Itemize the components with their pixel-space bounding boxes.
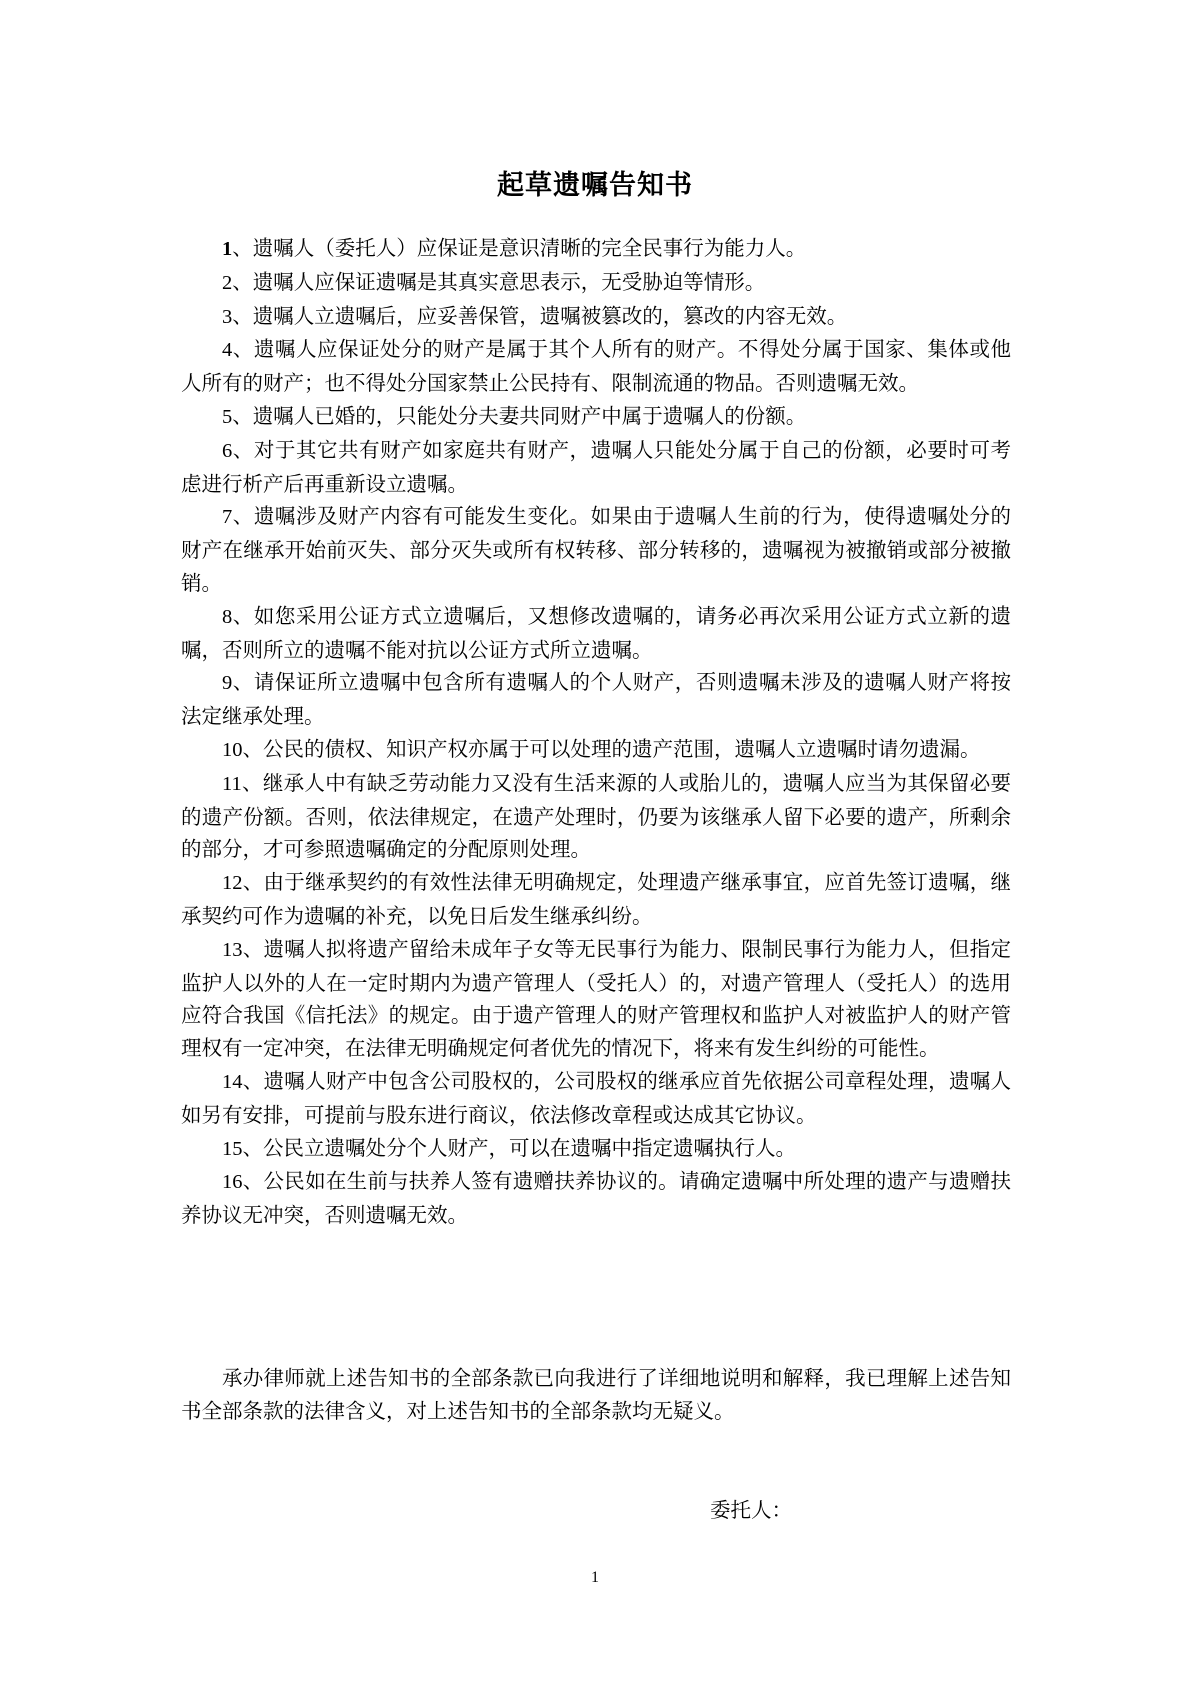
- clause-number: 15: [222, 1137, 243, 1160]
- clause-item: [181, 266, 1011, 300]
- clause-number: 1: [222, 238, 233, 260]
- clause-text: 、遗嘱人应保证处分的财产是属于其个人所有的财产。不得处分属于国家、集体或他人所有的财产；也不得处分国家禁止公民持有、限制流通的物品。否则遗嘱无效。: [181, 337, 1011, 396]
- clause-item: [181, 1165, 1011, 1232]
- clause-text: 、遗嘱人拟将遗产留给未成年子女等无民事行为能力、限制民事行为能力人，但指定监护人以外的人在一定时期内为遗产管理人（受托人）的，对遗产管理人（受托人）的选用应符合我国《信托法》的规定。由于遗产管理人的财产管理权和监护人对被监护人的财产管理权有一定冲突，在法律无明确规定何者优先的情况下，将来有发生纠纷的可能性。: [181, 936, 1011, 1061]
- clause-text: 、请保证所立遗嘱中包含所有遗嘱人的个人财产，否则遗嘱未涉及的遗嘱人财产将按法定继承处理。: [181, 670, 1011, 729]
- clause-text: 、遗嘱人应保证遗嘱是其真实意思表示，无受胁迫等情形。: [232, 269, 766, 294]
- clause-text: 、遗嘱人立遗嘱后，应妥善保管，遗嘱被篡改的，篡改的内容无效。: [232, 303, 848, 328]
- clause-number: 12: [222, 872, 243, 895]
- clause-text: 、遗嘱人（委托人）应保证是意识清晰的完全民事行为能力人。: [232, 236, 807, 260]
- signature-label: 委托人：: [710, 1498, 792, 1522]
- clause-number: 7: [222, 506, 233, 529]
- clause-text: 、遗嘱人财产中包含公司股权的，公司股权的继承应首先依据公司章程处理，遗嘱人如另有安排，可提前与股东进行商议，依法修改章程或达成其它协议。: [181, 1068, 1011, 1127]
- clause-number: 8: [222, 605, 233, 628]
- clause-item: [181, 1065, 1011, 1132]
- clause-item: [181, 400, 1011, 434]
- clause-item: [181, 666, 1011, 733]
- clause-number: 14: [222, 1070, 243, 1093]
- clause-item: [181, 300, 1011, 334]
- clause-item: [181, 767, 1011, 866]
- clause-text: 、公民的债权、知识产权亦属于可以处理的遗产范围，遗嘱人立遗嘱时请勿遗漏。: [242, 736, 981, 761]
- clause-item: [181, 500, 1011, 599]
- clause-item: [181, 434, 1011, 501]
- acknowledgement-statement: 承办律师就上述告知书的全部条款已向我进行了详细地说明和解释，我已理解上述告知书全部条款的法律含义，对上述告知书的全部条款均无疑义。: [181, 1366, 1011, 1423]
- clause-text: 、遗嘱人已婚的，只能处分夫妻共同财产中属于遗嘱人的份额。: [232, 403, 807, 428]
- clause-number: 2: [222, 271, 233, 294]
- clause-number: 6: [222, 439, 233, 462]
- clause-item: [181, 600, 1011, 667]
- clause-text: 、继承人中有缺乏劳动能力又没有生活来源的人或胎儿的，遗嘱人应当为其保留必要的遗产份额。否则，依法律规定，在遗产处理时，仍要为该继承人留下必要的遗产，所剩余的部分，才可参照遗嘱确定的分配原则处理。: [181, 770, 1011, 862]
- clause-number: 13: [222, 938, 243, 961]
- clause-text: 、对于其它共有财产如家庭共有财产，遗嘱人只能处分属于自己的份额，必要时可考虑进行析产后再重新设立遗嘱。: [181, 437, 1011, 496]
- clause-text: 、由于继承契约的有效性法律无明确规定，处理遗产继承事宜，应首先签订遗嘱，继承契约可作为遗嘱的补充，以免日后发生继承纠纷。: [181, 870, 1011, 928]
- clause-item: [181, 333, 1011, 400]
- clause-item: [181, 933, 1011, 1065]
- clause-text: 、遗嘱涉及财产内容有可能发生变化。如果由于遗嘱人生前的行为，使得遗嘱处分的财产在继承开始前灭失、部分灭失或所有权转移、部分转移的，遗嘱视为被撤销或部分被撤销。: [181, 504, 1011, 595]
- clause-item: [181, 1132, 1011, 1166]
- clause-number: 11: [222, 772, 242, 795]
- clause-text: 、公民立遗嘱处分个人财产，可以在遗嘱中指定遗嘱执行人。: [242, 1135, 796, 1160]
- clause-number: 3: [222, 305, 233, 328]
- clause-number: 9: [222, 672, 233, 695]
- clause-item: [181, 733, 1011, 767]
- clause-text: 、公民如在生前与扶养人签有遗赠扶养协议的。请确定遗嘱中所处理的遗产与遗赠扶养协议无冲突，否则遗嘱无效。: [181, 1169, 1011, 1228]
- clause-item: [181, 866, 1011, 933]
- clause-list: [181, 232, 1011, 1232]
- document-title: 起草遗嘱告知书: [497, 170, 693, 201]
- clause-number: 16: [222, 1171, 243, 1194]
- clause-number: 5: [222, 405, 233, 428]
- page-number: 1: [591, 1569, 599, 1586]
- clause-number: 10: [222, 738, 243, 761]
- clause-text: 、如您采用公证方式立遗嘱后，又想修改遗嘱的，请务必再次采用公证方式立新的遗嘱，否则所立的遗嘱不能对抗以公证方式所立遗嘱。: [181, 603, 1011, 662]
- clause-number: 4: [222, 339, 233, 362]
- clause-item: [181, 232, 1011, 266]
